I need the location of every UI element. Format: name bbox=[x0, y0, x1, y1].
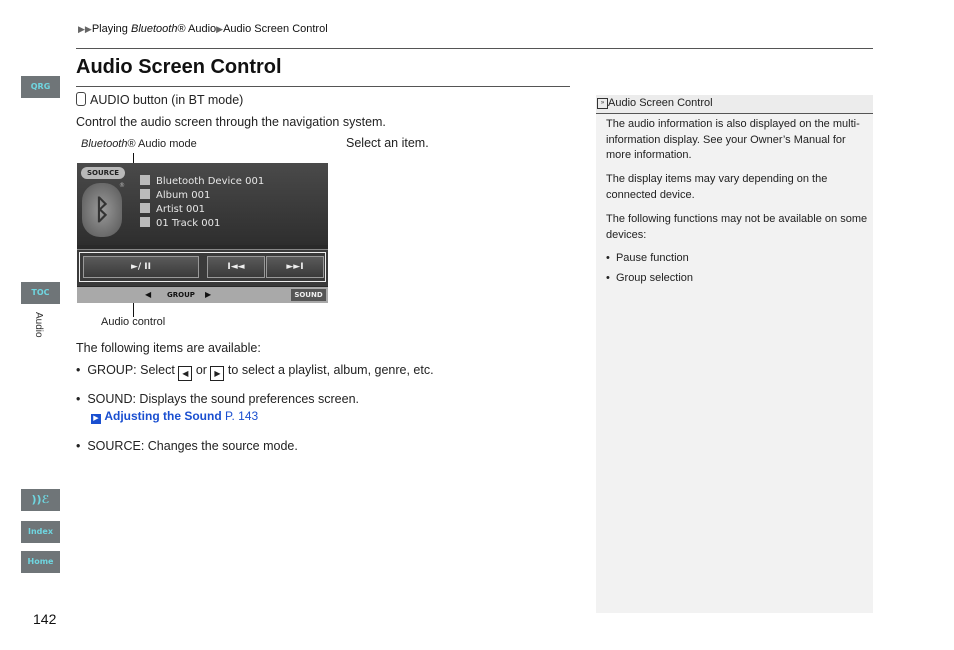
voice-command-icon: ))ℰ bbox=[31, 493, 50, 506]
audio-screen-illustration bbox=[77, 163, 328, 303]
list-item[interactable]: Bluetooth Device 001 bbox=[140, 175, 264, 189]
home-tab[interactable]: Home bbox=[21, 551, 60, 573]
sidebar-paragraph-3: The following functions may not be available on some devices: bbox=[606, 213, 868, 241]
voice-command-tab[interactable] bbox=[21, 489, 60, 511]
sound-button[interactable]: SOUND bbox=[291, 289, 326, 301]
sidebar-title: Audio Screen Control bbox=[608, 97, 713, 109]
callout-select-item: Select an item. bbox=[346, 136, 429, 150]
callout-audio-mode: Bluetooth® Audio mode bbox=[81, 138, 197, 150]
previous-track-button[interactable]: I◄◄ bbox=[207, 256, 265, 278]
breadcrumb-arrow-icon: ▶▶ bbox=[78, 24, 92, 34]
breadcrumb-arrow-icon: ▶ bbox=[216, 24, 224, 34]
page-number: 142 bbox=[33, 611, 57, 627]
album-icon bbox=[140, 189, 150, 199]
list-item-sound: • SOUND: Displays the sound preferences screen. bbox=[76, 392, 359, 406]
play-pause-button[interactable]: ►/ II bbox=[83, 256, 199, 278]
list-item-group: • GROUP: Select ◀ or ▶ to select a playlist, album, genre, etc. bbox=[76, 363, 434, 381]
sidebar-arrow-icon: » bbox=[597, 98, 608, 109]
breadcrumb bbox=[78, 23, 328, 35]
breadcrumb-current: Audio Screen Control bbox=[223, 23, 328, 35]
index-tab[interactable]: Index bbox=[21, 521, 60, 543]
page-title: Audio Screen Control bbox=[76, 56, 282, 78]
track-icon bbox=[140, 217, 150, 227]
callout-audio-control: Audio control bbox=[101, 316, 166, 328]
source-button[interactable]: SOURCE bbox=[81, 167, 125, 179]
sidebar-note bbox=[596, 95, 873, 613]
group-right-arrow-icon[interactable]: ▶ bbox=[205, 290, 212, 299]
group-button[interactable]: GROUP bbox=[167, 291, 195, 299]
next-track-button[interactable]: ►►I bbox=[266, 256, 324, 278]
right-arrow-icon: ▶ bbox=[210, 366, 224, 381]
list-item[interactable]: Album 001 bbox=[140, 189, 264, 203]
artist-icon bbox=[140, 203, 150, 213]
title-underline bbox=[76, 86, 570, 87]
bluetooth-icon: ᛒ bbox=[82, 183, 122, 237]
sidebar-paragraph-1: The audio information is also displayed on the multi-information display. See your Owner’s Manual for more information. bbox=[606, 118, 860, 161]
group-left-arrow-icon[interactable]: ◀ bbox=[145, 290, 152, 299]
qrg-tab[interactable]: QRG bbox=[21, 76, 60, 98]
left-arrow-icon: ◀ bbox=[178, 366, 192, 381]
breadcrumb-link-playing[interactable]: Playing Bluetooth® Audio bbox=[91, 23, 217, 35]
list-item-source: • SOURCE: Changes the source mode. bbox=[76, 439, 298, 453]
device-icon bbox=[140, 175, 150, 185]
adjusting-sound-link[interactable]: ▶ Adjusting the Sound P. 143 bbox=[91, 409, 258, 424]
sidebar-bullet-2: • Group selection bbox=[606, 272, 694, 284]
sidebar-bullet-1: • Pause function bbox=[606, 252, 689, 264]
list-item[interactable]: 01 Track 001 bbox=[140, 217, 264, 231]
button-icon bbox=[76, 92, 86, 106]
intro-text: Control the audio screen through the navigation system. bbox=[76, 115, 386, 129]
button-line: AUDIO button (in BT mode) bbox=[76, 92, 243, 107]
items-intro: The following items are available: bbox=[76, 341, 261, 355]
track-list bbox=[140, 175, 264, 231]
sidebar-paragraph-2: The display items may vary depending on the connected device. bbox=[606, 173, 828, 201]
toc-tab[interactable]: TOC bbox=[21, 282, 60, 304]
section-label-audio: Audio bbox=[33, 312, 44, 338]
link-arrow-icon: ▶ bbox=[91, 414, 101, 424]
list-item[interactable]: Artist 001 bbox=[140, 203, 264, 217]
registered-icon: ® bbox=[119, 182, 125, 189]
top-rule bbox=[76, 48, 873, 49]
